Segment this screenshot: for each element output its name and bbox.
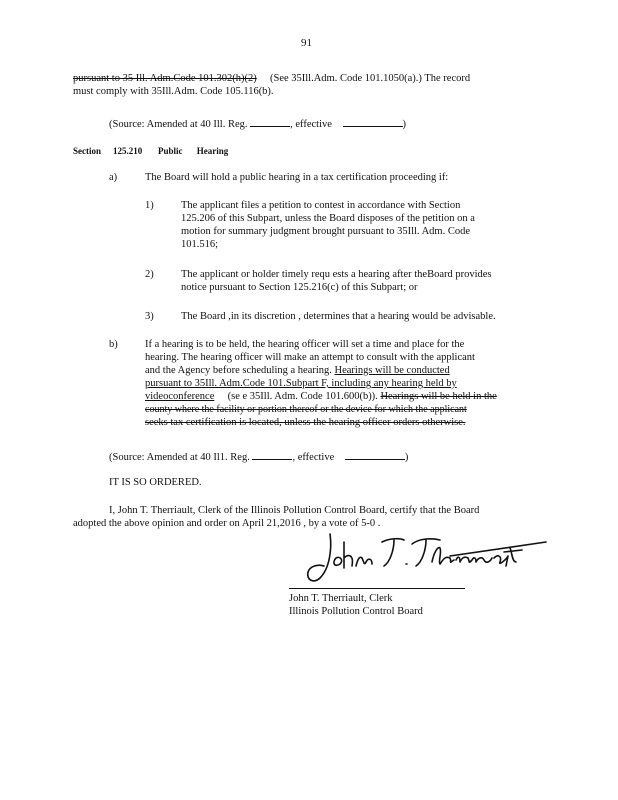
item-1-marker: 1) [145,200,154,211]
source-note-2-suffix: ) [404,452,409,463]
signer-name: John T. Therriault, Clerk [289,593,393,604]
certification-line-1: I, John T. Therriault, Clerk of the Illinois Pollution Control Board, certify that the Board [109,505,480,516]
para-b-line-4 [145,378,457,390]
item-1-line-3: motion for summary judgment brought pursuant to 35Ill. Adm. Code [181,226,471,237]
item-2-marker: 2) [145,269,154,280]
para-b-line-3 [145,365,450,377]
source-note-1-suffix: ) [402,119,407,130]
para-b-line-5 [145,391,497,403]
blank-effective-1 [343,116,403,127]
page-number: 91 [301,37,312,49]
item-3-line-1: The Board ,in its discretion , determines that a hearing would be advisable. [181,311,496,322]
so-ordered: IT IS SO ORDERED. [109,477,202,488]
struck-citation: pursuant to 35 Ill. Adm.Code 101.302(h)(2) [73,73,257,84]
para-b-line-2: hearing. The hearing officer will make an attempt to consult with the applicant [145,352,475,363]
blank-reg-2 [252,449,292,460]
continuation-line-1 [73,73,470,85]
section-label: Section [73,146,101,156]
source-note-1-prefix: (Source: Amended at 40 Ill. Reg. [109,119,248,130]
continuation-line-2: must comply with 35Ill.Adm. Code 105.116(b). [73,86,274,97]
underlined-added-text-2: pursuant to 35Ill. Adm.Code 101.Subpart F, including any hearing held by [145,378,457,389]
blank-effective-2 [345,449,405,460]
item-3-marker: 3) [145,311,154,322]
source-note-2 [109,449,408,464]
source-note-2-mid: , effective [292,452,335,463]
struck-text-3: seeks tax certification is located, unless the hearing officer orders otherwise. [145,417,466,428]
certification-line-2: adopted the above opinion and order on April 21,2016 , by a vote of 5-0 . [73,518,381,529]
struck-text-2: county where the facility or portion thereof or the device for which the applicant [145,404,467,415]
underlined-added-text-3: videoconference [145,391,215,402]
source-note-2-prefix: (Source: Amended at 40 Il1. Reg. [109,452,250,463]
source-note-1-mid: , effective [290,119,332,130]
para-a-marker: a) [109,172,118,183]
para-a-text: The Board will hold a public hearing in a tax certification proceeding if: [145,172,449,183]
para-b-line-1: If a hearing is to be held, the hearing officer will set a time and place for the [145,339,465,350]
para-b-line-3-text: and the Agency before scheduling a hearing. [145,365,332,376]
item-2-line-2: notice pursuant to Section 125.216(c) of this Subpart; or [181,282,418,293]
item-1-line-2: 125.206 of this Subpart, unless the Board disposes of the petition on a [181,213,475,224]
see-reference-text: (se e 35Ill. Adm. Code 101.600(b)). [227,391,378,402]
item-2-line-1: The applicant or holder timely requ ests a hearing after theBoard provides [181,269,492,280]
struck-text-1: Hearings will be held in the [380,391,497,402]
see-citation-text: (See 35Ill.Adm. Code 101.1050(a).) The record [269,73,471,84]
para-b-marker: b) [109,339,118,350]
source-note-1 [109,116,406,131]
signature-line [289,588,465,589]
signer-organization: Illinois Pollution Control Board [289,606,423,617]
item-1-line-1: The applicant files a petition to contest in accordance with Section [181,200,461,211]
section-title: Public Hearing [158,146,229,156]
blank-reg-1 [250,116,290,127]
item-1-line-4: 101.516; [181,239,219,250]
underlined-added-text-1: Hearings will be conducted [334,365,450,376]
handwritten-signature [300,528,550,588]
section-number: 125.210 [113,146,143,156]
